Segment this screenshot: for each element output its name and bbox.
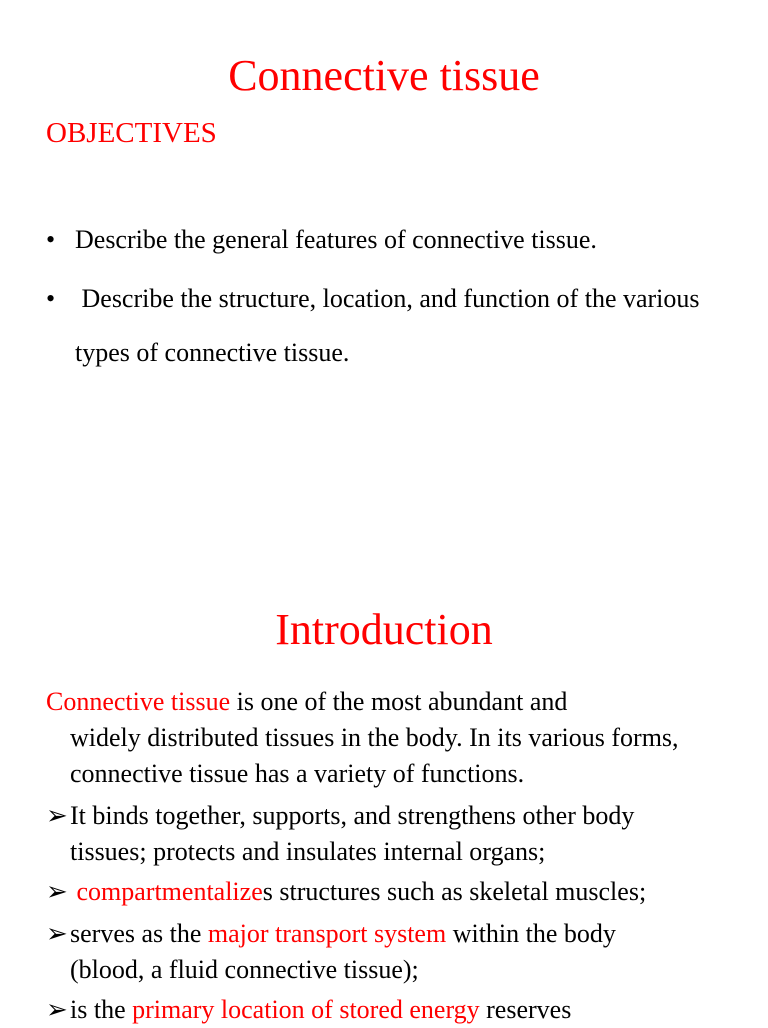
arrow-bullet-icon: ➢ [46,801,68,830]
function-text: It binds together, supports, and strengthens other body [70,801,635,830]
function-text-post: within the body [446,919,616,948]
intro-continuation: widely distributed tissues in the body. In its various forms, connective tissue has a variety of functions. [70,723,679,788]
function-text-post: s structures such as skeletal muscles; [262,877,647,906]
function-item [46,798,746,870]
arrow-bullet-icon: ➢ [46,877,68,906]
function-continuation: (blood, a fluid connective tissue); [70,955,419,984]
objective-text: Describe the general features of connective tissue. [75,225,597,254]
bullet-icon: • [46,225,56,254]
slide-introduction [0,560,768,1024]
intro-text: is one of the most abundant and [230,687,568,716]
function-highlight: compartmentalize [76,877,263,906]
function-continuation: tissues; protects and insulates internal organs; [70,837,546,866]
objectives-heading: OBJECTIVES [46,117,217,149]
slide-title: Introduction [275,605,493,654]
function-item [46,874,746,910]
function-item [46,992,746,1028]
arrow-bullet-icon: ➢ [46,919,68,948]
function-highlight: major transport system [207,919,447,948]
slide-title: Connective tissue [228,51,540,100]
bullet-icon: • [46,284,56,313]
intro-lead: Connective tissue [46,687,231,716]
intro-paragraph [46,684,746,792]
function-text-pre: serves as the [70,919,208,948]
objective-item [46,213,746,267]
function-text-pre: is the [70,995,133,1024]
objective-text: Describe the structure, location, and function of the various types of connective tissue. [75,284,707,367]
arrow-bullet-icon: ➢ [46,995,68,1024]
objective-item [46,272,746,380]
function-highlight: primary location of stored energy [132,995,480,1024]
function-item [46,916,746,988]
function-text-post: reserves [479,995,572,1024]
